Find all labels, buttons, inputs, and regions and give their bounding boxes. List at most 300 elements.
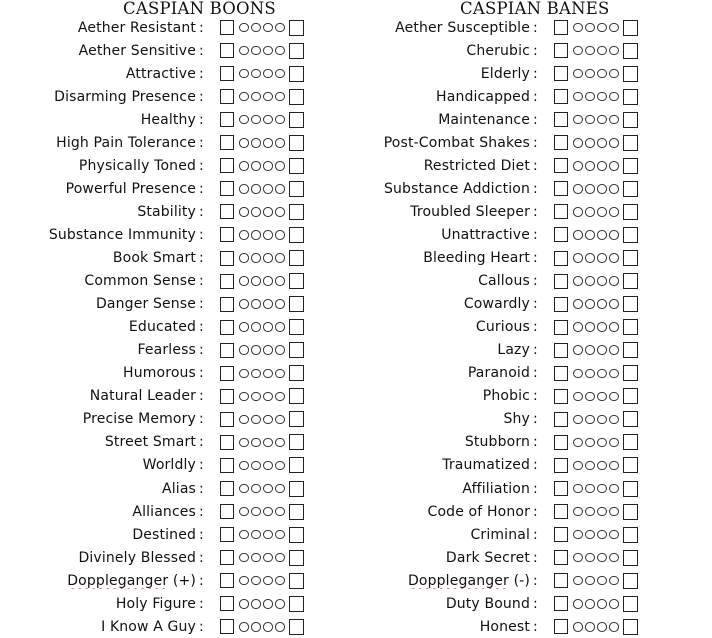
rating-dot[interactable] bbox=[251, 92, 261, 102]
rating-dot[interactable] bbox=[239, 161, 249, 171]
rating-dot[interactable] bbox=[609, 276, 619, 286]
select-checkbox[interactable] bbox=[554, 20, 568, 35]
rating-dot[interactable] bbox=[239, 369, 249, 379]
rating-dot[interactable] bbox=[573, 392, 583, 402]
mark-checkbox[interactable] bbox=[289, 204, 304, 220]
select-checkbox[interactable] bbox=[554, 366, 568, 381]
rating-dot[interactable] bbox=[609, 115, 619, 125]
rating-dot[interactable] bbox=[263, 184, 273, 194]
mark-checkbox[interactable] bbox=[623, 619, 638, 635]
mark-checkbox[interactable] bbox=[289, 550, 304, 566]
rating-dot[interactable] bbox=[263, 69, 273, 79]
mark-checkbox[interactable] bbox=[289, 273, 304, 289]
rating-dot[interactable] bbox=[275, 253, 285, 263]
mark-checkbox[interactable] bbox=[623, 434, 638, 450]
mark-checkbox[interactable] bbox=[289, 296, 304, 312]
select-checkbox[interactable] bbox=[554, 181, 568, 196]
select-checkbox[interactable] bbox=[554, 43, 568, 58]
rating-dot[interactable] bbox=[585, 576, 595, 586]
rating-dot[interactable] bbox=[585, 530, 595, 540]
rating-dot[interactable] bbox=[275, 530, 285, 540]
rating-dot[interactable] bbox=[263, 599, 273, 609]
rating-dot[interactable] bbox=[275, 484, 285, 494]
rating-dot[interactable] bbox=[597, 161, 607, 171]
rating-dot[interactable] bbox=[573, 484, 583, 494]
rating-dot[interactable] bbox=[275, 115, 285, 125]
rating-dot[interactable] bbox=[597, 253, 607, 263]
rating-dot[interactable] bbox=[609, 576, 619, 586]
rating-dot[interactable] bbox=[275, 507, 285, 517]
select-checkbox[interactable] bbox=[220, 481, 234, 496]
mark-checkbox[interactable] bbox=[289, 504, 304, 520]
rating-dot[interactable] bbox=[275, 461, 285, 471]
select-checkbox[interactable] bbox=[220, 204, 234, 219]
rating-dot[interactable] bbox=[251, 253, 261, 263]
rating-dot[interactable] bbox=[239, 253, 249, 263]
mark-checkbox[interactable] bbox=[623, 342, 638, 358]
select-checkbox[interactable] bbox=[554, 504, 568, 519]
rating-dot[interactable] bbox=[251, 576, 261, 586]
rating-dot[interactable] bbox=[573, 530, 583, 540]
rating-dot[interactable] bbox=[239, 230, 249, 240]
rating-dot[interactable] bbox=[239, 576, 249, 586]
rating-dot[interactable] bbox=[609, 92, 619, 102]
rating-dot[interactable] bbox=[585, 46, 595, 56]
rating-dot[interactable] bbox=[585, 322, 595, 332]
rating-dot[interactable] bbox=[585, 115, 595, 125]
rating-dot[interactable] bbox=[263, 161, 273, 171]
rating-dot[interactable] bbox=[573, 622, 583, 632]
rating-dot[interactable] bbox=[275, 345, 285, 355]
rating-dot[interactable] bbox=[597, 322, 607, 332]
mark-checkbox[interactable] bbox=[289, 573, 304, 589]
rating-dot[interactable] bbox=[573, 138, 583, 148]
rating-dot[interactable] bbox=[609, 69, 619, 79]
rating-dot[interactable] bbox=[275, 599, 285, 609]
rating-dot[interactable] bbox=[573, 322, 583, 332]
rating-dot[interactable] bbox=[597, 553, 607, 563]
rating-dot[interactable] bbox=[609, 345, 619, 355]
rating-dot[interactable] bbox=[573, 438, 583, 448]
rating-dot[interactable] bbox=[609, 530, 619, 540]
select-checkbox[interactable] bbox=[220, 135, 234, 150]
rating-dot[interactable] bbox=[585, 438, 595, 448]
select-checkbox[interactable] bbox=[554, 89, 568, 104]
select-checkbox[interactable] bbox=[554, 412, 568, 427]
rating-dot[interactable] bbox=[263, 299, 273, 309]
mark-checkbox[interactable] bbox=[289, 20, 304, 36]
rating-dot[interactable] bbox=[263, 138, 273, 148]
rating-dot[interactable] bbox=[263, 507, 273, 517]
mark-checkbox[interactable] bbox=[289, 596, 304, 612]
select-checkbox[interactable] bbox=[220, 619, 234, 634]
select-checkbox[interactable] bbox=[220, 435, 234, 450]
rating-dot[interactable] bbox=[597, 369, 607, 379]
rating-dot[interactable] bbox=[573, 184, 583, 194]
rating-dot[interactable] bbox=[239, 345, 249, 355]
rating-dot[interactable] bbox=[275, 138, 285, 148]
rating-dot[interactable] bbox=[239, 138, 249, 148]
rating-dot[interactable] bbox=[609, 438, 619, 448]
rating-dot[interactable] bbox=[609, 184, 619, 194]
rating-dot[interactable] bbox=[585, 345, 595, 355]
rating-dot[interactable] bbox=[275, 369, 285, 379]
rating-dot[interactable] bbox=[609, 207, 619, 217]
rating-dot[interactable] bbox=[585, 230, 595, 240]
rating-dot[interactable] bbox=[251, 322, 261, 332]
rating-dot[interactable] bbox=[597, 230, 607, 240]
rating-dot[interactable] bbox=[251, 207, 261, 217]
rating-dot[interactable] bbox=[609, 415, 619, 425]
rating-dot[interactable] bbox=[275, 161, 285, 171]
select-checkbox[interactable] bbox=[220, 181, 234, 196]
rating-dot[interactable] bbox=[275, 230, 285, 240]
rating-dot[interactable] bbox=[239, 507, 249, 517]
rating-dot[interactable] bbox=[585, 507, 595, 517]
mark-checkbox[interactable] bbox=[623, 66, 638, 82]
select-checkbox[interactable] bbox=[220, 66, 234, 81]
rating-dot[interactable] bbox=[585, 599, 595, 609]
mark-checkbox[interactable] bbox=[623, 20, 638, 36]
select-checkbox[interactable] bbox=[554, 343, 568, 358]
rating-dot[interactable] bbox=[585, 415, 595, 425]
rating-dot[interactable] bbox=[609, 230, 619, 240]
rating-dot[interactable] bbox=[573, 115, 583, 125]
mark-checkbox[interactable] bbox=[623, 135, 638, 151]
rating-dot[interactable] bbox=[275, 207, 285, 217]
rating-dot[interactable] bbox=[251, 438, 261, 448]
rating-dot[interactable] bbox=[275, 299, 285, 309]
rating-dot[interactable] bbox=[275, 184, 285, 194]
mark-checkbox[interactable] bbox=[623, 204, 638, 220]
rating-dot[interactable] bbox=[263, 253, 273, 263]
rating-dot[interactable] bbox=[263, 530, 273, 540]
rating-dot[interactable] bbox=[597, 576, 607, 586]
rating-dot[interactable] bbox=[251, 161, 261, 171]
rating-dot[interactable] bbox=[239, 92, 249, 102]
mark-checkbox[interactable] bbox=[289, 319, 304, 335]
rating-dot[interactable] bbox=[585, 299, 595, 309]
mark-checkbox[interactable] bbox=[289, 112, 304, 128]
rating-dot[interactable] bbox=[275, 415, 285, 425]
rating-dot[interactable] bbox=[597, 115, 607, 125]
rating-dot[interactable] bbox=[263, 276, 273, 286]
mark-checkbox[interactable] bbox=[623, 227, 638, 243]
select-checkbox[interactable] bbox=[554, 458, 568, 473]
rating-dot[interactable] bbox=[597, 184, 607, 194]
rating-dot[interactable] bbox=[597, 23, 607, 33]
mark-checkbox[interactable] bbox=[289, 158, 304, 174]
mark-checkbox[interactable] bbox=[289, 342, 304, 358]
rating-dot[interactable] bbox=[263, 484, 273, 494]
select-checkbox[interactable] bbox=[554, 135, 568, 150]
rating-dot[interactable] bbox=[251, 484, 261, 494]
rating-dot[interactable] bbox=[573, 276, 583, 286]
rating-dot[interactable] bbox=[573, 345, 583, 355]
select-checkbox[interactable] bbox=[220, 297, 234, 312]
select-checkbox[interactable] bbox=[220, 389, 234, 404]
rating-dot[interactable] bbox=[609, 507, 619, 517]
rating-dot[interactable] bbox=[251, 392, 261, 402]
select-checkbox[interactable] bbox=[220, 89, 234, 104]
rating-dot[interactable] bbox=[609, 553, 619, 563]
rating-dot[interactable] bbox=[609, 46, 619, 56]
mark-checkbox[interactable] bbox=[623, 365, 638, 381]
rating-dot[interactable] bbox=[609, 322, 619, 332]
rating-dot[interactable] bbox=[609, 299, 619, 309]
select-checkbox[interactable] bbox=[554, 204, 568, 219]
rating-dot[interactable] bbox=[597, 392, 607, 402]
rating-dot[interactable] bbox=[609, 484, 619, 494]
rating-dot[interactable] bbox=[251, 138, 261, 148]
mark-checkbox[interactable] bbox=[623, 250, 638, 266]
rating-dot[interactable] bbox=[263, 46, 273, 56]
select-checkbox[interactable] bbox=[554, 251, 568, 266]
rating-dot[interactable] bbox=[597, 299, 607, 309]
select-checkbox[interactable] bbox=[220, 504, 234, 519]
rating-dot[interactable] bbox=[585, 207, 595, 217]
select-checkbox[interactable] bbox=[554, 550, 568, 565]
rating-dot[interactable] bbox=[585, 461, 595, 471]
rating-dot[interactable] bbox=[609, 369, 619, 379]
rating-dot[interactable] bbox=[585, 23, 595, 33]
rating-dot[interactable] bbox=[251, 115, 261, 125]
rating-dot[interactable] bbox=[239, 23, 249, 33]
select-checkbox[interactable] bbox=[220, 527, 234, 542]
select-checkbox[interactable] bbox=[554, 435, 568, 450]
rating-dot[interactable] bbox=[275, 322, 285, 332]
rating-dot[interactable] bbox=[275, 46, 285, 56]
rating-dot[interactable] bbox=[263, 622, 273, 632]
rating-dot[interactable] bbox=[251, 530, 261, 540]
rating-dot[interactable] bbox=[585, 184, 595, 194]
mark-checkbox[interactable] bbox=[289, 89, 304, 105]
rating-dot[interactable] bbox=[597, 92, 607, 102]
rating-dot[interactable] bbox=[597, 138, 607, 148]
select-checkbox[interactable] bbox=[554, 619, 568, 634]
select-checkbox[interactable] bbox=[220, 320, 234, 335]
rating-dot[interactable] bbox=[275, 622, 285, 632]
rating-dot[interactable] bbox=[597, 415, 607, 425]
rating-dot[interactable] bbox=[573, 92, 583, 102]
rating-dot[interactable] bbox=[251, 599, 261, 609]
mark-checkbox[interactable] bbox=[289, 181, 304, 197]
rating-dot[interactable] bbox=[239, 276, 249, 286]
mark-checkbox[interactable] bbox=[289, 388, 304, 404]
rating-dot[interactable] bbox=[239, 184, 249, 194]
rating-dot[interactable] bbox=[251, 461, 261, 471]
rating-dot[interactable] bbox=[239, 599, 249, 609]
select-checkbox[interactable] bbox=[554, 66, 568, 81]
mark-checkbox[interactable] bbox=[289, 527, 304, 543]
select-checkbox[interactable] bbox=[554, 158, 568, 173]
rating-dot[interactable] bbox=[573, 576, 583, 586]
rating-dot[interactable] bbox=[239, 207, 249, 217]
mark-checkbox[interactable] bbox=[623, 273, 638, 289]
rating-dot[interactable] bbox=[251, 184, 261, 194]
rating-dot[interactable] bbox=[239, 484, 249, 494]
rating-dot[interactable] bbox=[585, 622, 595, 632]
rating-dot[interactable] bbox=[263, 461, 273, 471]
rating-dot[interactable] bbox=[573, 161, 583, 171]
rating-dot[interactable] bbox=[609, 599, 619, 609]
rating-dot[interactable] bbox=[573, 507, 583, 517]
mark-checkbox[interactable] bbox=[623, 457, 638, 473]
select-checkbox[interactable] bbox=[554, 297, 568, 312]
mark-checkbox[interactable] bbox=[623, 596, 638, 612]
rating-dot[interactable] bbox=[239, 622, 249, 632]
mark-checkbox[interactable] bbox=[623, 411, 638, 427]
rating-dot[interactable] bbox=[275, 276, 285, 286]
rating-dot[interactable] bbox=[263, 576, 273, 586]
rating-dot[interactable] bbox=[275, 438, 285, 448]
rating-dot[interactable] bbox=[239, 46, 249, 56]
rating-dot[interactable] bbox=[239, 553, 249, 563]
rating-dot[interactable] bbox=[609, 392, 619, 402]
select-checkbox[interactable] bbox=[554, 596, 568, 611]
rating-dot[interactable] bbox=[239, 69, 249, 79]
rating-dot[interactable] bbox=[597, 69, 607, 79]
mark-checkbox[interactable] bbox=[623, 481, 638, 497]
rating-dot[interactable] bbox=[275, 576, 285, 586]
rating-dot[interactable] bbox=[597, 530, 607, 540]
rating-dot[interactable] bbox=[263, 438, 273, 448]
mark-checkbox[interactable] bbox=[289, 619, 304, 635]
mark-checkbox[interactable] bbox=[289, 365, 304, 381]
rating-dot[interactable] bbox=[585, 369, 595, 379]
rating-dot[interactable] bbox=[251, 69, 261, 79]
rating-dot[interactable] bbox=[263, 415, 273, 425]
mark-checkbox[interactable] bbox=[623, 550, 638, 566]
rating-dot[interactable] bbox=[573, 299, 583, 309]
rating-dot[interactable] bbox=[597, 622, 607, 632]
select-checkbox[interactable] bbox=[220, 158, 234, 173]
rating-dot[interactable] bbox=[573, 461, 583, 471]
rating-dot[interactable] bbox=[263, 230, 273, 240]
select-checkbox[interactable] bbox=[220, 43, 234, 58]
rating-dot[interactable] bbox=[263, 369, 273, 379]
rating-dot[interactable] bbox=[239, 461, 249, 471]
rating-dot[interactable] bbox=[573, 369, 583, 379]
rating-dot[interactable] bbox=[263, 553, 273, 563]
rating-dot[interactable] bbox=[275, 23, 285, 33]
rating-dot[interactable] bbox=[251, 553, 261, 563]
select-checkbox[interactable] bbox=[220, 20, 234, 35]
rating-dot[interactable] bbox=[239, 115, 249, 125]
mark-checkbox[interactable] bbox=[623, 573, 638, 589]
rating-dot[interactable] bbox=[239, 415, 249, 425]
rating-dot[interactable] bbox=[573, 599, 583, 609]
rating-dot[interactable] bbox=[251, 507, 261, 517]
select-checkbox[interactable] bbox=[554, 481, 568, 496]
rating-dot[interactable] bbox=[597, 46, 607, 56]
rating-dot[interactable] bbox=[597, 484, 607, 494]
rating-dot[interactable] bbox=[275, 392, 285, 402]
rating-dot[interactable] bbox=[263, 392, 273, 402]
rating-dot[interactable] bbox=[239, 438, 249, 448]
mark-checkbox[interactable] bbox=[289, 250, 304, 266]
mark-checkbox[interactable] bbox=[623, 89, 638, 105]
select-checkbox[interactable] bbox=[220, 227, 234, 242]
rating-dot[interactable] bbox=[263, 322, 273, 332]
rating-dot[interactable] bbox=[609, 161, 619, 171]
mark-checkbox[interactable] bbox=[623, 319, 638, 335]
rating-dot[interactable] bbox=[585, 484, 595, 494]
select-checkbox[interactable] bbox=[220, 251, 234, 266]
rating-dot[interactable] bbox=[573, 23, 583, 33]
select-checkbox[interactable] bbox=[220, 112, 234, 127]
select-checkbox[interactable] bbox=[554, 389, 568, 404]
rating-dot[interactable] bbox=[585, 276, 595, 286]
rating-dot[interactable] bbox=[263, 207, 273, 217]
select-checkbox[interactable] bbox=[220, 573, 234, 588]
rating-dot[interactable] bbox=[597, 507, 607, 517]
mark-checkbox[interactable] bbox=[623, 527, 638, 543]
mark-checkbox[interactable] bbox=[289, 43, 304, 59]
mark-checkbox[interactable] bbox=[289, 457, 304, 473]
rating-dot[interactable] bbox=[609, 138, 619, 148]
rating-dot[interactable] bbox=[609, 461, 619, 471]
rating-dot[interactable] bbox=[585, 553, 595, 563]
rating-dot[interactable] bbox=[251, 415, 261, 425]
rating-dot[interactable] bbox=[251, 23, 261, 33]
select-checkbox[interactable] bbox=[220, 458, 234, 473]
rating-dot[interactable] bbox=[597, 438, 607, 448]
rating-dot[interactable] bbox=[597, 276, 607, 286]
rating-dot[interactable] bbox=[573, 253, 583, 263]
mark-checkbox[interactable] bbox=[623, 43, 638, 59]
select-checkbox[interactable] bbox=[554, 320, 568, 335]
select-checkbox[interactable] bbox=[554, 227, 568, 242]
mark-checkbox[interactable] bbox=[623, 181, 638, 197]
rating-dot[interactable] bbox=[585, 92, 595, 102]
select-checkbox[interactable] bbox=[554, 527, 568, 542]
rating-dot[interactable] bbox=[597, 345, 607, 355]
rating-dot[interactable] bbox=[239, 299, 249, 309]
mark-checkbox[interactable] bbox=[623, 296, 638, 312]
select-checkbox[interactable] bbox=[220, 550, 234, 565]
rating-dot[interactable] bbox=[275, 69, 285, 79]
select-checkbox[interactable] bbox=[220, 366, 234, 381]
select-checkbox[interactable] bbox=[220, 412, 234, 427]
rating-dot[interactable] bbox=[609, 23, 619, 33]
rating-dot[interactable] bbox=[239, 392, 249, 402]
rating-dot[interactable] bbox=[251, 622, 261, 632]
rating-dot[interactable] bbox=[573, 415, 583, 425]
mark-checkbox[interactable] bbox=[289, 434, 304, 450]
mark-checkbox[interactable] bbox=[289, 227, 304, 243]
mark-checkbox[interactable] bbox=[623, 112, 638, 128]
rating-dot[interactable] bbox=[585, 69, 595, 79]
select-checkbox[interactable] bbox=[554, 112, 568, 127]
rating-dot[interactable] bbox=[585, 253, 595, 263]
select-checkbox[interactable] bbox=[554, 573, 568, 588]
mark-checkbox[interactable] bbox=[289, 481, 304, 497]
rating-dot[interactable] bbox=[251, 299, 261, 309]
select-checkbox[interactable] bbox=[220, 343, 234, 358]
rating-dot[interactable] bbox=[263, 92, 273, 102]
rating-dot[interactable] bbox=[597, 599, 607, 609]
mark-checkbox[interactable] bbox=[289, 411, 304, 427]
rating-dot[interactable] bbox=[597, 207, 607, 217]
rating-dot[interactable] bbox=[573, 69, 583, 79]
rating-dot[interactable] bbox=[263, 115, 273, 125]
rating-dot[interactable] bbox=[585, 161, 595, 171]
rating-dot[interactable] bbox=[251, 345, 261, 355]
rating-dot[interactable] bbox=[573, 553, 583, 563]
rating-dot[interactable] bbox=[573, 46, 583, 56]
rating-dot[interactable] bbox=[251, 276, 261, 286]
